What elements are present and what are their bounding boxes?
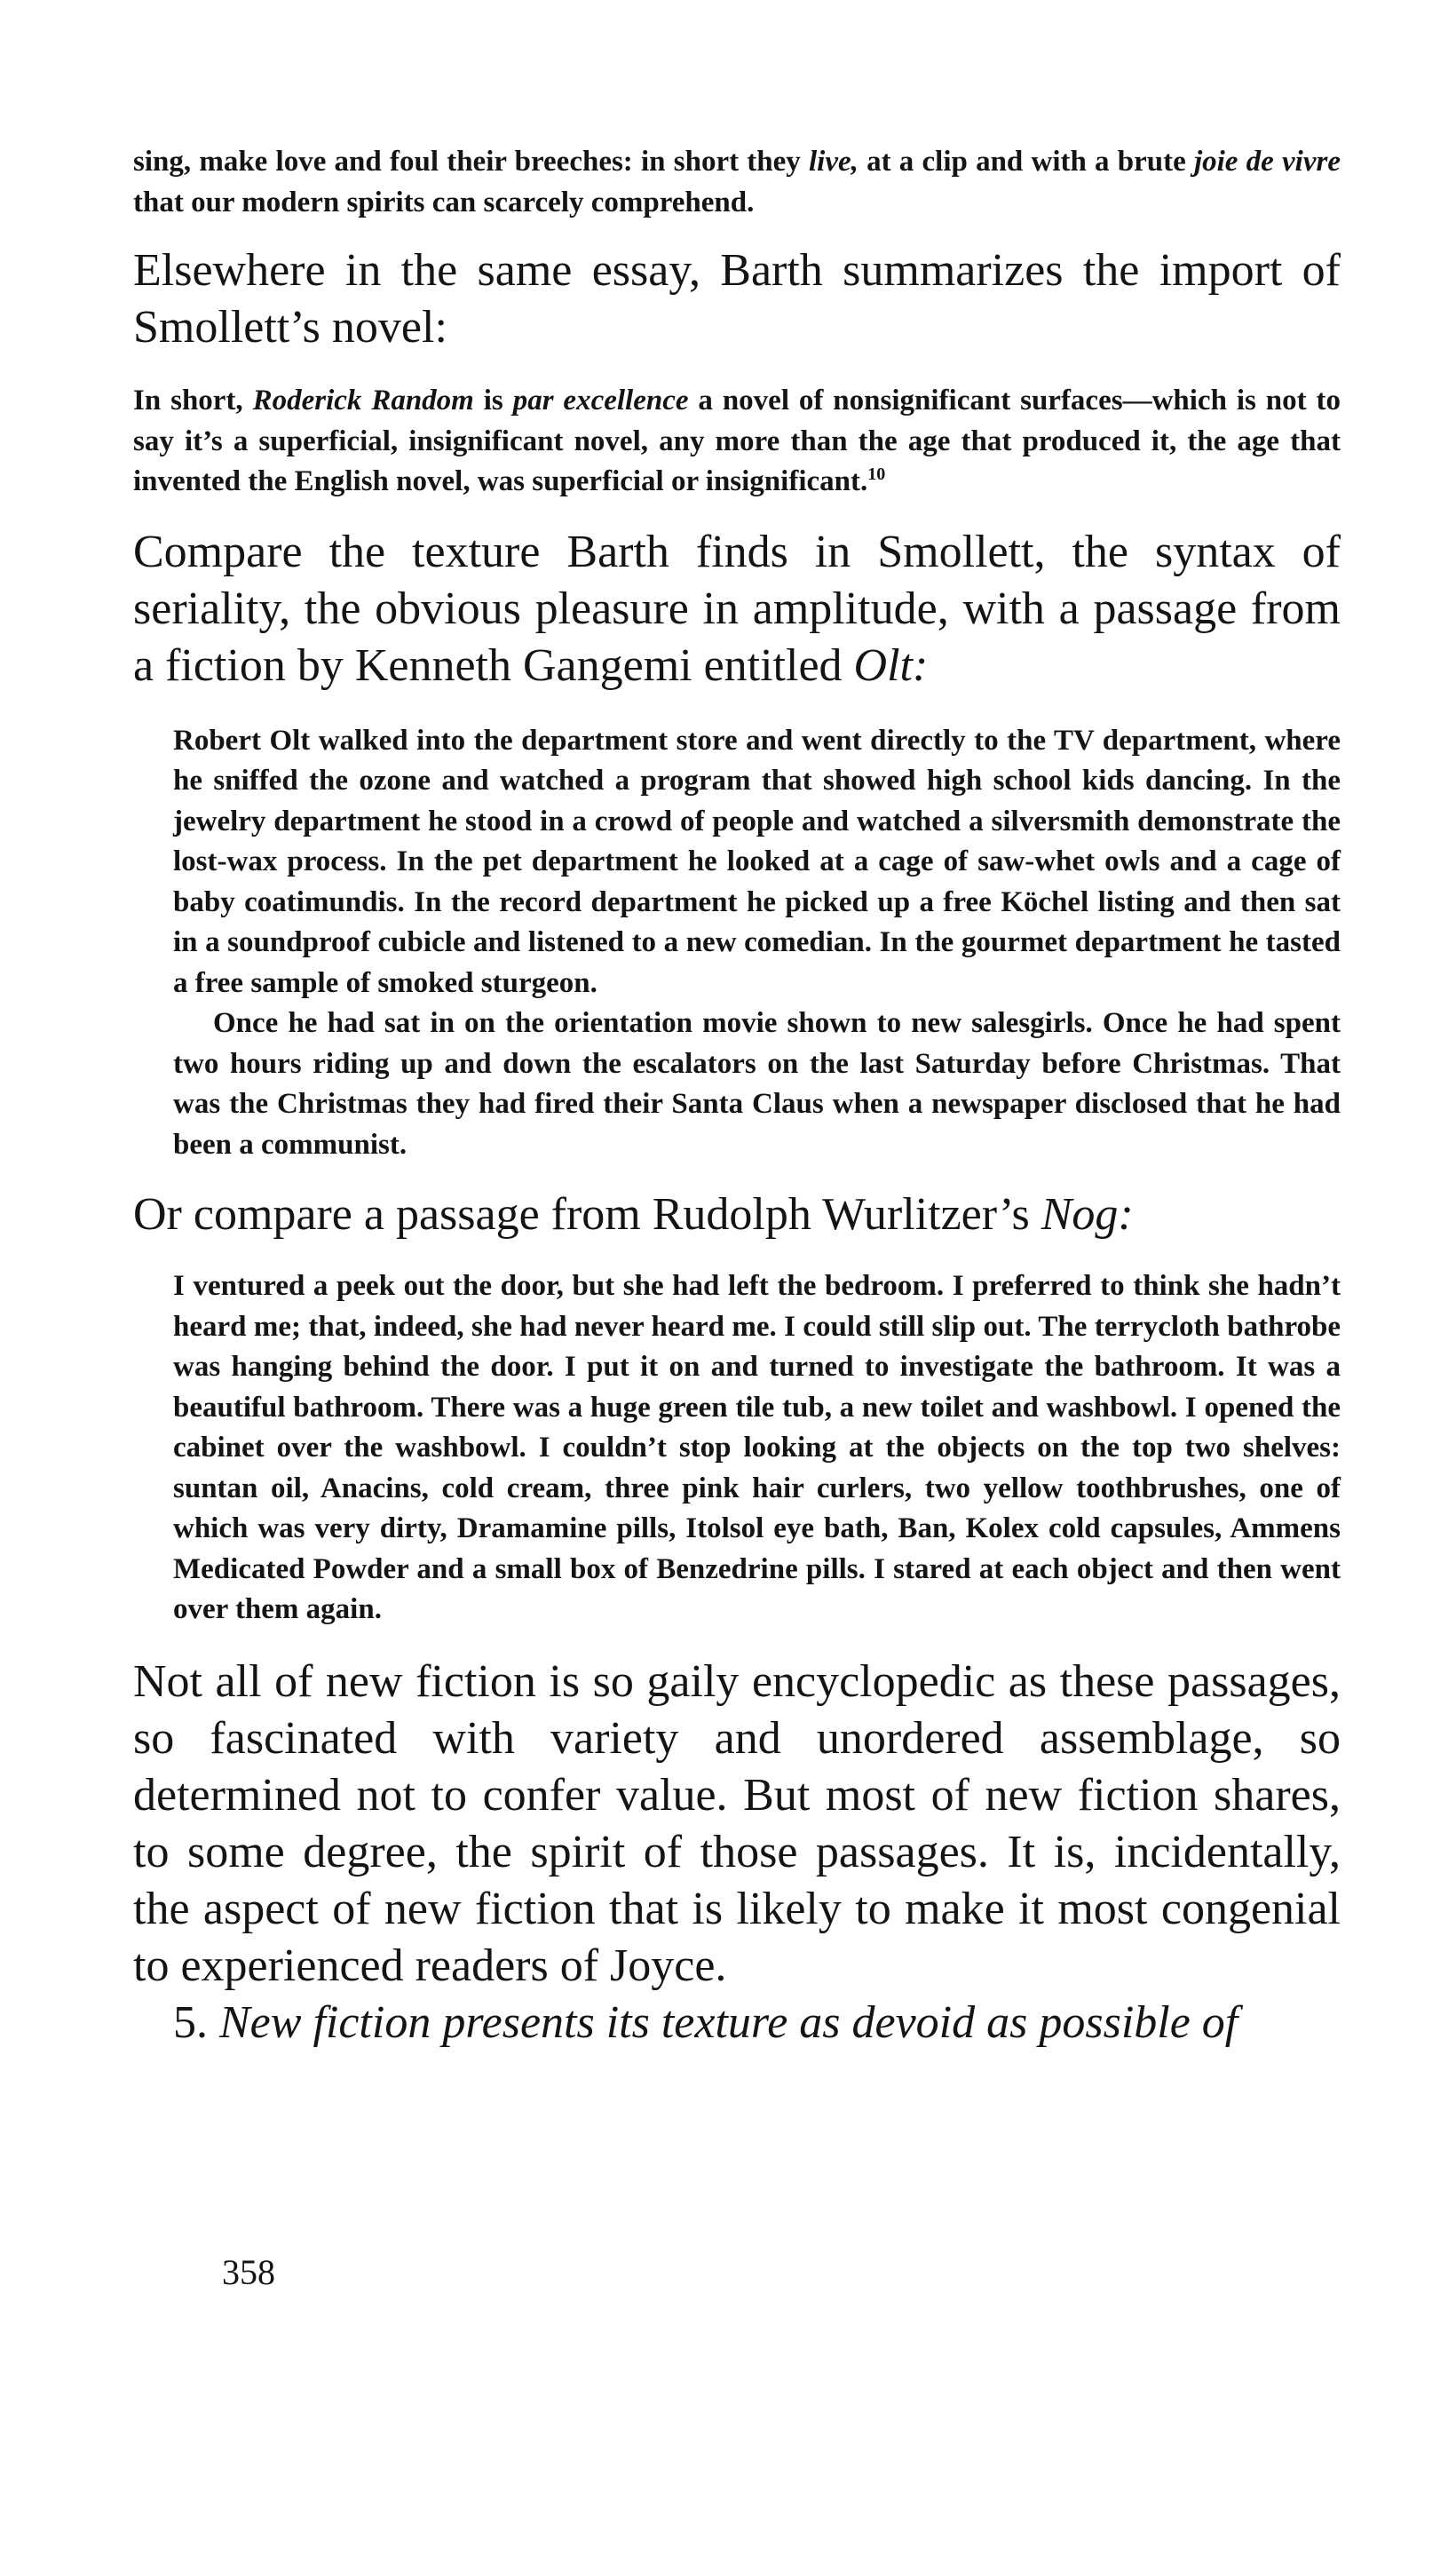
body-italic: New fiction presents its texture as devoid as possible of: [219, 1996, 1238, 2048]
footnote-marker: 10: [867, 464, 886, 484]
quote-italic: joie de vivre: [1193, 146, 1341, 178]
paragraph-elsewhere: Elsewhere in the same essay, Barth summarizes the import of Smollett’s novel:: [133, 245, 1341, 353]
paragraph-not-all: Not all of new fiction is so gaily encyclopedic as these passages, so fascinated with variety and unordered assemblage, so determined not to confer value. But most of new fiction shares, to some degree, the spirit of those passages. It is, incidentally, the aspect of new fiction that is likely to make it most congenial to experienced readers of Joyce.: [133, 1655, 1341, 1991]
paragraph-point-5: [133, 1995, 1341, 2051]
block-quote-barth-1: [133, 142, 1341, 223]
paragraph-or-compare: [133, 1186, 1341, 1243]
paragraph-compare-texture: [133, 524, 1341, 694]
body-italic: Nog:: [1041, 1189, 1134, 1240]
body-text: Or compare a passage from Rudolph Wurlitzer’s: [133, 1189, 1041, 1240]
quote-paragraph: I ventured a peek out the door, but she had left the bedroom. I preferred to think she hadn’t heard me; that, indeed, she had never heard me. I could still slip out. The terrycloth bathrobe was hanging behind the door. I put it on and turned to investigate the bathroom. It was a beautiful bathroom. There was a huge green tile tub, a new toilet and washbowl. I opened the cabinet over the washbowl. I couldn’t stop looking at the objects on the top two shelves: suntan oil, Anacins, cold cream, three pink hair curlers, two yellow toothbrushes, one of which was very dirty, Dramamine pills, Itolsol eye bath, Ban, Kolex cold capsules, Ammens Medicated Powder and a small box of Benzedrine pills. I stared at each object and then went over them again.: [173, 1270, 1341, 1625]
block-quote-nog: [133, 1266, 1341, 1631]
quote-text: sing, make love and foul their breeches: in short they: [133, 146, 809, 178]
quote-italic: live,: [809, 146, 859, 178]
quote-text: In short,: [133, 385, 253, 417]
list-number: 5.: [173, 1996, 219, 2048]
quote-paragraph: Robert Olt walked into the department store and went directly to the TV department, where he sniffed the ozone and watched a program that showed high school kids dancing. In the jewelry department he stood in a crowd of people and watched a silversmith demonstrate the lost-wax process. In the pet department he looked at a cage of saw-whet owls and a cage of baby coatimundis. In the record department he picked up a free Köchel listing and then sat in a soundproof cubicle and listened to a new comedian. In the gourmet department he tasted a free sample of smoked sturgeon.: [173, 724, 1341, 999]
quote-text: at a clip and with a brute: [858, 146, 1194, 178]
quote-paragraph: Once he had sat in on the orientation movie shown to new salesgirls. Once he had spent two hours riding up and down the escalators on the last Saturday before Christmas. That was the Christmas they had fired their Santa Claus when a newspaper disclosed that he had been a communist.: [173, 1007, 1341, 1161]
quote-text: a novel of nonsignificant surfaces—which is not to say it’s a superficial, insignificant novel, any more than the age that produced it, the age that invented the English novel, was superficial or insignificant.: [133, 385, 1341, 497]
quote-italic: Roderick Random: [252, 385, 474, 417]
block-quote-barth-2: [133, 381, 1341, 503]
page-number: 358: [222, 2252, 275, 2292]
block-quote-olt: [133, 721, 1341, 1166]
quote-text: is: [473, 385, 513, 417]
body-italic: Olt:: [853, 639, 929, 691]
page-body: [133, 142, 1341, 2051]
quote-italic: par excellence: [512, 385, 689, 417]
quote-text: that our modern spirits can scarcely comprehend.: [133, 186, 755, 218]
body-text: Compare the texture Barth finds in Smollett, the syntax of seriality, the obvious pleasure in amplitude, with a passage from a fiction by Kenneth Gangemi entitled: [133, 526, 1341, 691]
